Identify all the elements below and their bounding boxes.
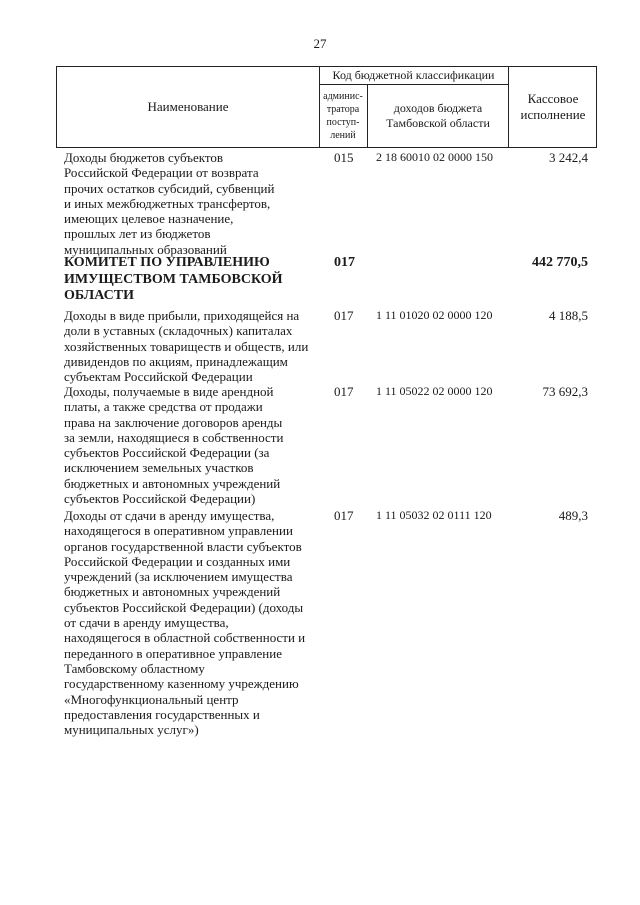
row-amount: 489,3 [558,508,588,523]
row-amount: 4 188,5 [549,308,588,323]
row-admin: 015 [334,150,354,165]
row-amount: 73 692,3 [542,384,588,399]
table-header [56,66,597,148]
header-code-title: Код бюджетной классификации [319,67,508,85]
row-amount: 3 242,4 [549,150,588,165]
row-code: 1 11 05022 02 0000 120 [376,384,493,398]
row-name: Доходы в виде прибыли, приходящейся на доли в уставных (складочных) капиталах хозяйственных товариществ и обществ, или дивидендов по акциям, принадлежащим субъектам Российской Федерации [64,308,309,385]
header-name: Наименование [57,67,320,147]
row-admin: 017 [334,308,354,323]
row-amount: 442 770,5 [532,255,588,270]
row-admin: 017 [334,508,354,523]
header-admin [319,85,368,147]
row-code: 1 11 05032 02 0111 120 [376,508,492,522]
row-name: Доходы, получаемые в виде арендной платы, а также средства от продажи права на заключение договоров аренды за земли, находящиеся в собственности субъектов Российской Федерации (за исключением земельных участков бюджетных и автономных учреждений субъектов Российской Федерации) [64,384,284,507]
row-name: Доходы от сдачи в аренду имущества, находящегося в оперативном управлении органов государственной власти субъектов Российской Федерации и созданных ими учреждений (за исключением имущества бюджетных и автономных учреждений субъектов Российской Федерации) (доходы от сдачи в аренду имущества, находящегося в областной собственности и переданного в оперативное управление Тамбовскому областному государственному казенному учреждению «Многофункциональный центр предоставления государственных и муниципальных услуг») [64,508,306,738]
page-number: 27 [313,36,327,51]
row-name: Доходы бюджетов субъектов Российской Федерации от возврата прочих остатков субсидий, субвенций и иных межбюджетных трансфертов, имеющих целевое назначение, прошлых лет из бюджетов муниципальных образований [64,150,275,257]
header-code-group [319,67,509,147]
row-name: КОМИТЕТ ПО УПРАВЛЕНИЮ ИМУЩЕСТВОМ ТАМБОВСКОЙ ОБЛАСТИ [64,255,283,303]
row-code: 1 11 01020 02 0000 120 [376,308,493,322]
header-execution [509,67,597,147]
header-admin-text: админис- тратора поступ- лений [323,91,363,141]
row-admin: 017 [334,384,354,399]
header-income [368,85,508,147]
header-execution-text: Кассовое исполнение [520,91,586,122]
row-code: 2 18 60010 02 0000 150 [376,150,493,164]
row-admin: 017 [334,255,355,270]
header-income-text: доходов бюджета Тамбовской области [386,101,490,130]
